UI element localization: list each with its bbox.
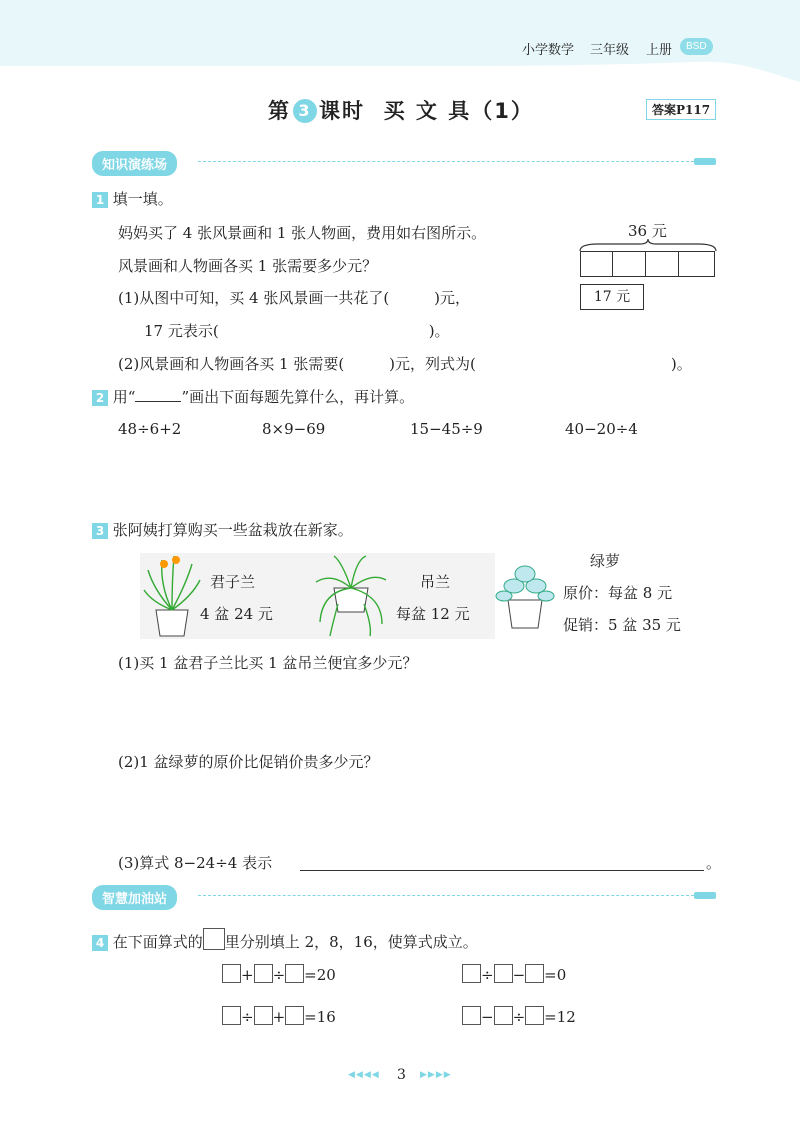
q1-part2: (2)风景画和人物画各买 1 张需要( )元，列式为( )。 [118, 355, 692, 373]
q4-title-a: 在下面算式的 [112, 933, 203, 951]
answer-box[interactable] [525, 1006, 544, 1025]
footer-left-arrows: ◀◀◀◀ [348, 1070, 380, 1080]
pothos-plant-icon [494, 560, 556, 632]
q3-sub3-answer-line[interactable] [300, 870, 704, 871]
q4-equation-1 [222, 964, 336, 984]
plant-3-name: 绿萝 [590, 552, 621, 570]
clivia-plant-icon [142, 550, 202, 640]
q2-expr-4: 40−20÷4 [565, 420, 638, 438]
pencil-icon [694, 158, 716, 165]
spider-plant-icon [312, 552, 390, 640]
title-name: 买 文 具（1） [383, 99, 534, 123]
q2-expr-2: 8×9−69 [262, 420, 326, 438]
q2-title [92, 386, 414, 407]
q1-title-text: 填一填。 [112, 190, 173, 208]
page-title [268, 95, 534, 125]
q2-title-a: 用“ [112, 388, 136, 406]
q1-part1b: 17 元表示( )。 [144, 322, 450, 340]
eq4-op1: − [481, 1008, 494, 1026]
q3-sub1: (1)买 1 盆君子兰比买 1 盆吊兰便宜多少元？ [118, 654, 418, 672]
answer-box[interactable] [462, 1006, 481, 1025]
section-banner-practice: 知识演练场 [92, 151, 177, 176]
q2-number: 2 [92, 390, 108, 406]
q1-line2: 风景画和人物画各买 1 张需要多少元？ [118, 257, 378, 275]
header-band [0, 0, 800, 82]
diagram-part-box: 17 元 [580, 284, 644, 310]
q4-title [92, 928, 478, 952]
answer-box[interactable] [254, 964, 273, 983]
title-prefix: 第 [268, 99, 291, 123]
answer-page: P117 [676, 103, 711, 117]
eq2-result: =0 [544, 966, 567, 984]
answer-box[interactable] [494, 964, 513, 983]
eq2-op2: − [512, 966, 526, 984]
diagram-segments [580, 251, 715, 277]
eq4-result: =12 [544, 1008, 576, 1026]
page-number: 3 [397, 1067, 406, 1083]
answer-reference[interactable] [646, 99, 716, 120]
q1-number: 1 [92, 192, 108, 208]
answer-box[interactable] [525, 964, 544, 983]
diagram-segment [646, 251, 679, 277]
plant-3-price-promo: 促销：5 盆 35 元 [563, 616, 681, 634]
diagram-brace [578, 238, 718, 252]
answer-box[interactable] [494, 1006, 513, 1025]
q2-expr-3: 15−45÷9 [410, 420, 483, 438]
q3-number: 3 [92, 523, 108, 539]
edition-badge: BSD [680, 38, 713, 55]
q2-title-b: ”画出下面每题先算什么，再计算。 [181, 388, 415, 406]
header-subject: 小学数学 [522, 43, 575, 58]
q3-title [92, 519, 353, 540]
answer-box[interactable] [462, 964, 481, 983]
lesson-number-badge: 3 [293, 99, 317, 123]
q1-part1a: (1)从图中可知，买 4 张风景画一共花了( )元， [118, 289, 471, 307]
q4-equation-4 [462, 1006, 576, 1026]
q4-equation-2 [462, 964, 566, 984]
pencil-icon [694, 892, 716, 899]
q3-sub2: (2)1 盆绿萝的原价比促销价贵多少元？ [118, 753, 379, 771]
q4-title-b: 里分别填上 2，8，16，使算式成立。 [224, 933, 478, 951]
diagram-segment [613, 251, 646, 277]
answer-box[interactable] [254, 1006, 273, 1025]
diagram-segment [580, 251, 613, 277]
eq3-op2: + [272, 1008, 286, 1026]
section-banner-challenge: 智慧加油站 [92, 885, 177, 910]
title-suffix: 课时 [319, 99, 365, 123]
q3-title-text: 张阿姨打算购买一些盆栽放在新家。 [112, 521, 353, 539]
q4-number: 4 [92, 935, 108, 951]
section-divider [198, 161, 694, 162]
section-divider [198, 895, 694, 896]
q1-line1: 妈妈买了 4 张风景画和 1 张人物画，费用如右图所示。 [118, 224, 487, 242]
diagram-segment [679, 251, 715, 277]
eq1-result: =20 [304, 966, 336, 984]
q4-equation-3 [222, 1006, 336, 1026]
q2-expr-1: 48÷6+2 [118, 420, 182, 438]
eq2-op1: ÷ [481, 966, 494, 984]
q1-title [92, 188, 173, 209]
answer-box[interactable] [222, 964, 241, 983]
header-grade: 三年级 [590, 43, 630, 58]
eq1-op1: + [241, 966, 254, 984]
header-volume: 上册 [646, 43, 673, 58]
answer-label: 答案 [652, 103, 677, 117]
diagram-total-label: 36 元 [628, 222, 667, 240]
footer-right-arrows: ▶▶▶▶ [420, 1070, 452, 1080]
eq3-op1: ÷ [241, 1008, 254, 1026]
plant-3-price-original: 原价：每盆 8 元 [563, 584, 673, 602]
plant-2-price: 每盆 12 元 [396, 605, 470, 623]
blank-box-sample [203, 928, 225, 950]
eq1-op2: ÷ [272, 966, 286, 984]
plant-1-price: 4 盆 24 元 [200, 605, 273, 623]
plant-2-name: 吊兰 [420, 573, 451, 591]
eq3-result: =16 [304, 1008, 336, 1026]
eq4-op2: ÷ [512, 1008, 526, 1026]
answer-box[interactable] [285, 1006, 304, 1025]
underline-sample [135, 387, 181, 402]
q3-sub3-end: 。 [706, 854, 722, 872]
q3-sub3: (3)算式 8−24÷4 表示 [118, 854, 273, 872]
plant-1-name: 君子兰 [210, 573, 256, 591]
answer-box[interactable] [222, 1006, 241, 1025]
answer-box[interactable] [285, 964, 304, 983]
